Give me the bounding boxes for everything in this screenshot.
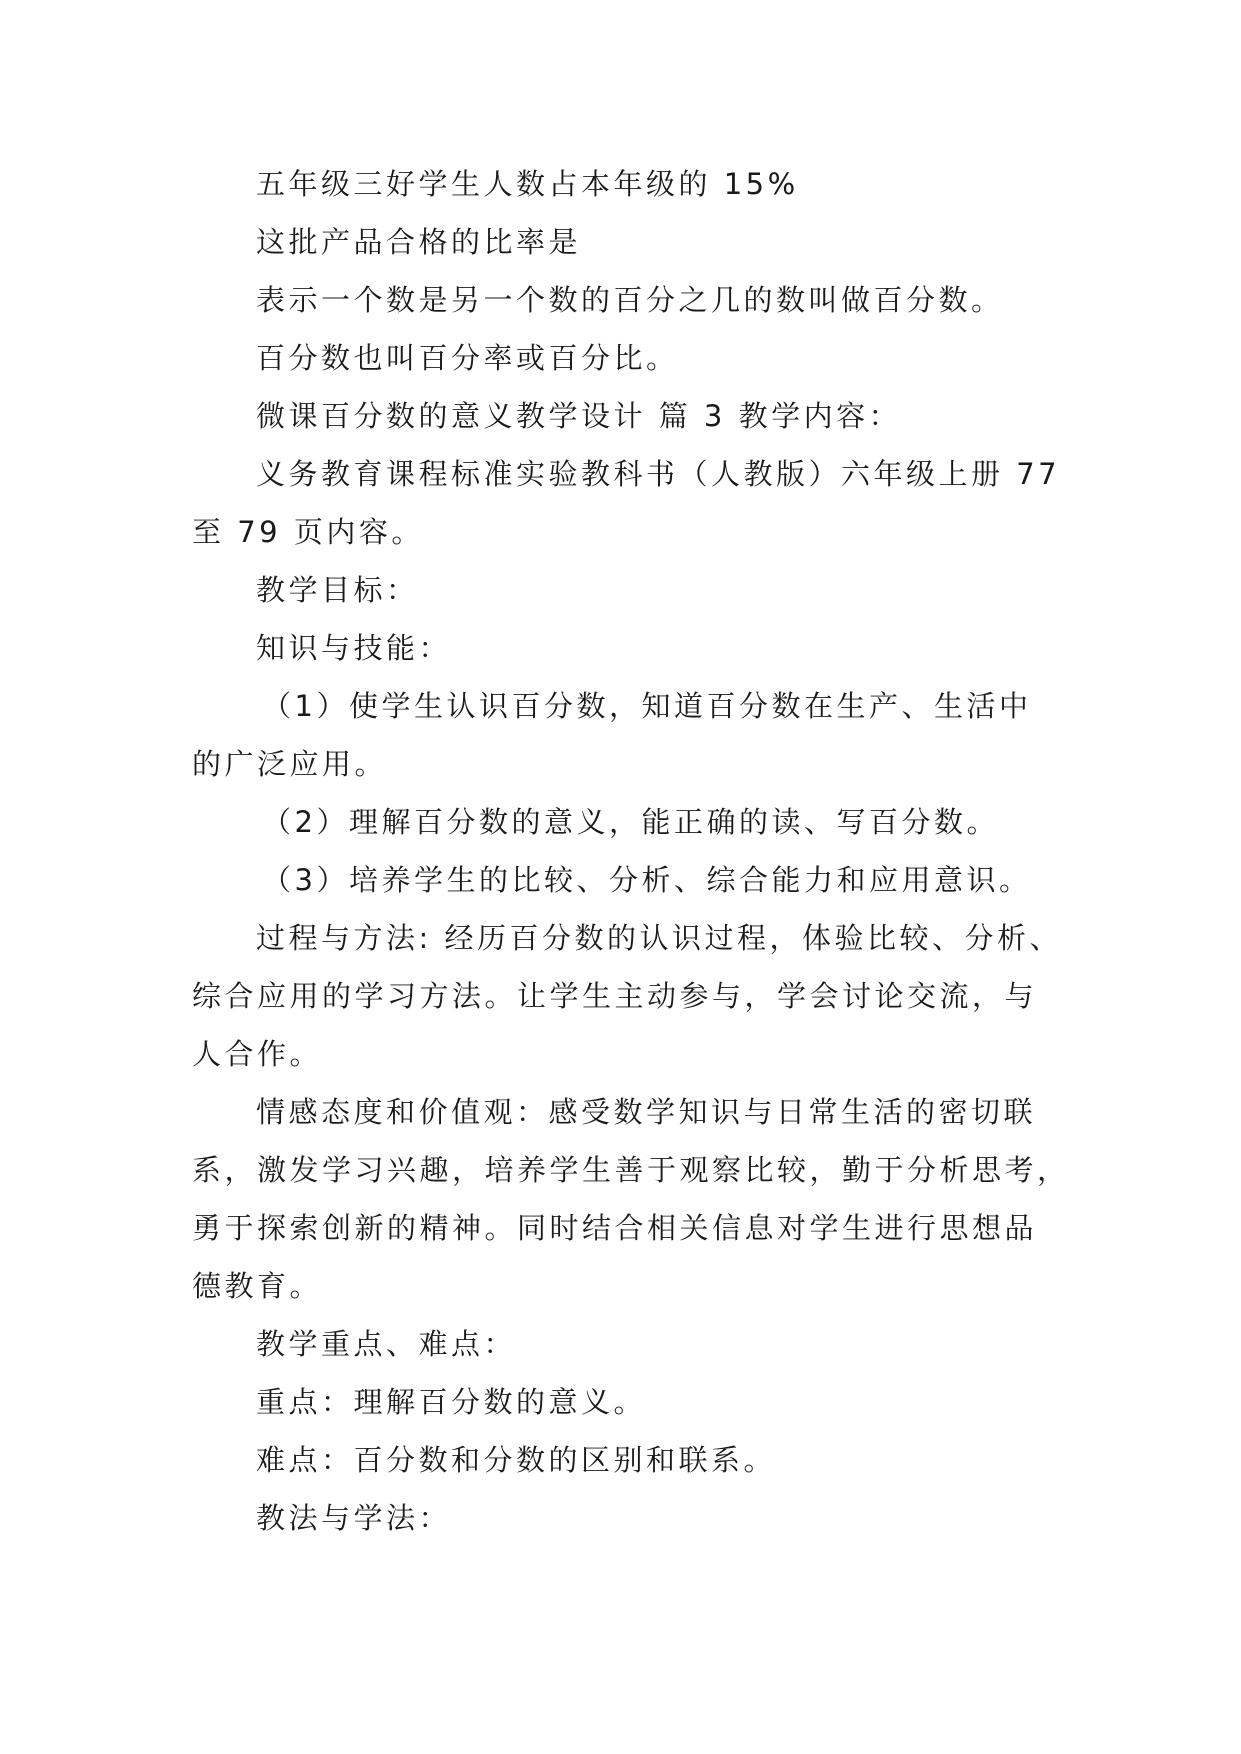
list-item: （2）理解百分数的意义，能正确的读、写百分数。	[262, 805, 999, 839]
text-line: 系，激发学习兴趣，培养学生善于观察比较，勤于分析思考，	[192, 1153, 1070, 1187]
text-line: 难点：百分数和分数的区别和联系。	[256, 1443, 777, 1477]
text-line: 五年级三好学生人数占本年级的 15%	[256, 167, 799, 201]
text-line: 综合应用的学习方法。让学生主动参与，学会讨论交流，与	[192, 979, 1038, 1013]
text-line: 德教育。	[192, 1269, 323, 1303]
text-line: 表示一个数是另一个数的百分之几的数叫做百分数。	[256, 283, 1004, 317]
section-heading: 微课百分数的意义教学设计 篇 3 教学内容：	[256, 399, 902, 433]
text-line: 这批产品合格的比率是	[256, 225, 582, 259]
text-line: 情感态度和价值观：感受数学知识与日常生活的密切联	[256, 1095, 1037, 1129]
list-item: （1）使学生认识百分数，知道百分数在生产、生活中	[262, 689, 1032, 723]
subheading: 教学重点、难点：	[256, 1327, 517, 1361]
subheading: 知识与技能：	[256, 631, 452, 665]
text-line: 人合作。	[192, 1037, 323, 1071]
text-line: 义务教育课程标准实验教科书（人教版）六年级上册 77	[256, 457, 1061, 491]
text-line: 的广泛应用。	[192, 747, 388, 781]
subheading: 教学目标：	[256, 573, 419, 607]
text-line: 重点：理解百分数的意义。	[256, 1385, 647, 1419]
subheading: 教法与学法：	[256, 1501, 452, 1535]
text-line: 至 79 页内容。	[192, 515, 424, 549]
text-line: 过程与方法: 经历百分数的认识过程，体验比较、分析、	[256, 921, 1062, 955]
text-line: 勇于探索创新的精神。同时结合相关信息对学生进行思想品	[192, 1211, 1038, 1245]
list-item: （3）培养学生的比较、分析、综合能力和应用意识。	[262, 863, 1032, 897]
text-line: 百分数也叫百分率或百分比。	[256, 341, 679, 375]
